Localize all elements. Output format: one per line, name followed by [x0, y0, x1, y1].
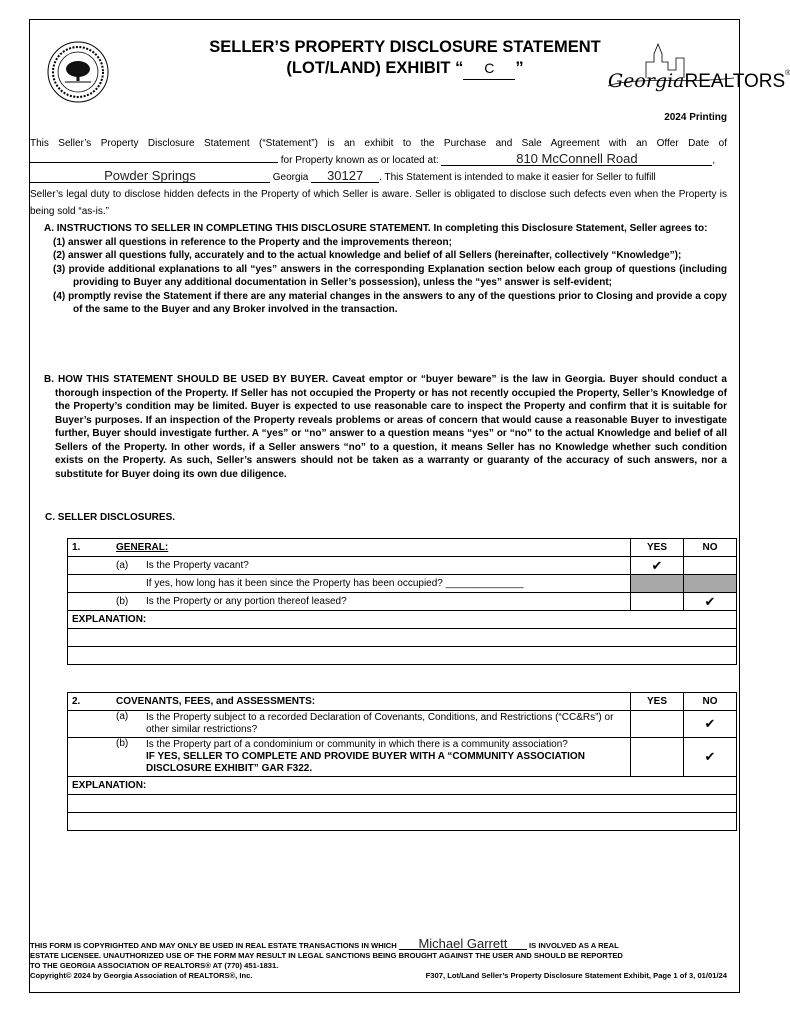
explanation-line-field[interactable] — [68, 647, 737, 665]
section-a-item-2: (2) answer all questions fully, accurately and to the actual knowledge and belief of all Sellers (hereinafter, collectively “Knowledge”); — [53, 250, 682, 261]
footer-line-2: ESTATE LICENSEE. UNAUTHORIZED USE OF THE FORM MAY RESULT IN LEGAL SANCTIONS BEING BROUGHT AGAINST THE USER AND SHOULD BE REPORTED — [30, 951, 623, 960]
question-occupied-row — [68, 575, 737, 593]
row-spacer — [68, 557, 113, 575]
intro-paragraph — [30, 136, 727, 220]
question-community-cell — [142, 738, 631, 777]
logo-brand-realtors: REALTORS — [684, 71, 786, 92]
title-line-2-suffix: ” — [515, 59, 524, 77]
leased-no-checkbox[interactable]: ✔ — [684, 593, 737, 611]
title-line-2-prefix: (LOT/LAND) EXHIBIT “ — [286, 59, 464, 77]
community-yes-checkbox[interactable] — [631, 738, 684, 777]
question-letter: (a) — [112, 711, 142, 738]
question-letter: (b) — [112, 593, 142, 611]
footer-line-3: TO THE GEORGIA ASSOCIATION OF REALTORS® AT (770) 451-1831. — [30, 961, 279, 970]
explanation-line-field[interactable] — [68, 629, 737, 647]
general-disclosure-table — [67, 538, 737, 665]
question-leased-row — [68, 593, 737, 611]
georgia-realtors-logo — [606, 40, 790, 100]
copyright-text: Copyright© 2024 by Georgia Association of REALTORS®, Inc. — [30, 971, 253, 980]
explanation-line-field[interactable] — [68, 795, 737, 813]
community-association-instruction: IF YES, SELLER TO COMPLETE AND PROVIDE BUYER WITH A “COMMUNITY ASSOCIATION DISCLOSURE EXHIBIT” GAR F322. — [146, 751, 585, 774]
section-number: 1. — [68, 539, 113, 557]
explanation-header-row — [68, 611, 737, 629]
footer-line-1 — [30, 938, 727, 951]
section-number: 2. — [68, 693, 113, 711]
no-column-header: NO — [684, 693, 737, 711]
explanation-label: EXPLANATION: — [68, 611, 737, 629]
question-occupied-text: If yes, how long has it been since the Property has been occupied? ______________ — [142, 575, 631, 593]
intro-purpose-text: . This Statement is intended to make it easier for Seller to fulfill — [379, 172, 656, 183]
section-a-item-3: (3) provide additional explanations to all “yes” answers in the corresponding Explanation section below each group of questions (including providing to Buyer any additional documentation in Seller’s possession), unless the “yes” answer is self-evident; — [53, 263, 727, 288]
covenants-header-row — [68, 693, 737, 711]
community-no-checkbox[interactable]: ✔ — [684, 738, 737, 777]
copyright-footer — [30, 938, 727, 981]
yes-column-header: YES — [631, 539, 684, 557]
occupied-no-disabled — [684, 575, 737, 593]
logo-reg-mark: ® — [785, 70, 790, 77]
footer-line-1-end: IS INVOLVED AS A REAL — [529, 941, 619, 950]
row-spacer — [68, 738, 113, 777]
form-identifier: F307, Lot/Land Seller’s Property Disclosure Statement Exhibit, Page 1 of 3, 01/01/24 — [425, 971, 727, 980]
section-b-buyer-use: B. HOW THIS STATEMENT SHOULD BE USED BY BUYER. Caveat emptor or “buyer beware” is the law in Georgia. Buyer should conduct a thorough inspection of the Property. If Seller has not occupied the Property or has not recently occupied the Property, Seller’s Knowledge of the Property’s condition may be limited. Buyer is expected to use reasonable care to inspect the Property and confirm that it is suitable for Buyer’s purposes. If an inspection of the Property reveals problems or areas of concern that would cause a reasonable Buyer to investigate further, Buyer should investigate further. A “yes” or “no” answer to a question means “yes” or “no” to the actual Knowledge and belief of all Sellers of the Property. In other words, if a Seller answers “no” to a question, it means Seller has no Knowledge whether such condition exists on the Property. As such, Seller’s answers should not be taken as a warranty or guaranty of the accuracy of such answers, nor a substitute for Buyer doing its own due diligence. — [44, 374, 727, 480]
question-community-text: Is the Property part of a condominium or community in which there is a community association? — [146, 739, 568, 750]
question-vacant-text: Is the Property vacant? — [142, 557, 631, 575]
offer-date-field[interactable] — [30, 162, 278, 163]
leased-yes-checkbox[interactable] — [631, 593, 684, 611]
question-letter: (a) — [112, 557, 142, 575]
vacant-no-checkbox[interactable] — [684, 557, 737, 575]
exhibit-letter-field[interactable]: C — [463, 58, 515, 80]
question-letter: (b) — [112, 738, 142, 777]
property-located-label: for Property known as or located at: — [280, 155, 439, 166]
intro-line-3 — [30, 169, 727, 186]
form-title — [170, 37, 640, 80]
intro-duty-text: Seller’s legal duty to disclose hidden defects in the Property of which Seller is aware. Seller is obligated to disclose such defects even when the Property is being sold “as-is.” — [30, 189, 727, 217]
intro-line-1: This Seller’s Property Disclosure Statement (“Statement”) is an exhibit to the Purchase and Sale Agreement with an Offer Date of — [30, 138, 727, 149]
ccrs-yes-checkbox[interactable] — [631, 711, 684, 738]
covenants-disclosure-table — [67, 692, 737, 831]
footer-line-4 — [30, 971, 727, 981]
yes-column-header: YES — [631, 693, 684, 711]
general-heading — [112, 539, 631, 557]
section-a-instructions — [45, 222, 727, 317]
section-c-heading: C. SELLER DISCLOSURES. — [45, 512, 176, 523]
explanation-header-row — [68, 777, 737, 795]
association-seal-icon — [47, 41, 109, 103]
question-leased-text: Is the Property or any portion thereof leased? — [142, 593, 631, 611]
section-a-heading: A. INSTRUCTIONS TO SELLER IN COMPLETING THIS DISCLOSURE STATEMENT. In completing this Disclosure Statement, Seller agrees to: — [44, 223, 708, 234]
intro-line-2: for Property known as or located at: 810 McConnell Road , — [30, 152, 727, 169]
question-ccrs-text: Is the Property subject to a recorded Declaration of Covenants, Conditions, and Restrictions (“CC&Rs”) or other similar restrictions? — [142, 711, 631, 738]
row-spacer — [112, 575, 142, 593]
question-community-row — [68, 738, 737, 777]
ccrs-no-checkbox[interactable]: ✔ — [684, 711, 737, 738]
general-header-row — [68, 539, 737, 557]
row-spacer — [68, 711, 113, 738]
occupied-yes-disabled — [631, 575, 684, 593]
row-spacer — [68, 593, 113, 611]
footer-line-1-text: THIS FORM IS COPYRIGHTED AND MAY ONLY BE USED IN REAL ESTATE TRANSACTIONS IN WHICH — [30, 941, 397, 950]
no-column-header: NO — [684, 539, 737, 557]
explanation-line-field[interactable] — [68, 813, 737, 831]
property-address-field[interactable]: 810 McConnell Road — [441, 152, 712, 166]
city-field[interactable]: Powder Springs — [30, 169, 270, 183]
state-label: Georgia — [272, 172, 309, 183]
section-a-item-1: (1) answer all questions in reference to the Property and the improvements thereon; — [53, 236, 452, 248]
title-line-1: SELLER’S PROPERTY DISCLOSURE STATEMENT — [209, 38, 601, 56]
vacant-yes-checkbox[interactable]: ✔ — [631, 557, 684, 575]
explanation-label: EXPLANATION: — [68, 777, 737, 795]
licensee-name-field[interactable]: Michael Garrett — [399, 938, 527, 950]
question-ccrs-row — [68, 711, 737, 738]
section-a-item-4: (4) promptly revise the Statement if there are any material changes in the answers to any of the questions prior to Closing and provide a copy of the same to the Buyer and any Broker involved in the transaction. — [53, 290, 727, 315]
printing-year: 2024 Printing — [664, 112, 727, 123]
general-heading-text: GENERAL: — [116, 542, 169, 553]
title-line-2 — [170, 58, 640, 80]
question-vacant-row — [68, 557, 737, 575]
row-spacer — [68, 575, 113, 593]
covenants-heading: COVENANTS, FEES, and ASSESSMENTS: — [112, 693, 631, 711]
logo-brand-georgia: Georgia — [608, 70, 685, 92]
zip-field[interactable]: 30127 — [311, 169, 379, 183]
